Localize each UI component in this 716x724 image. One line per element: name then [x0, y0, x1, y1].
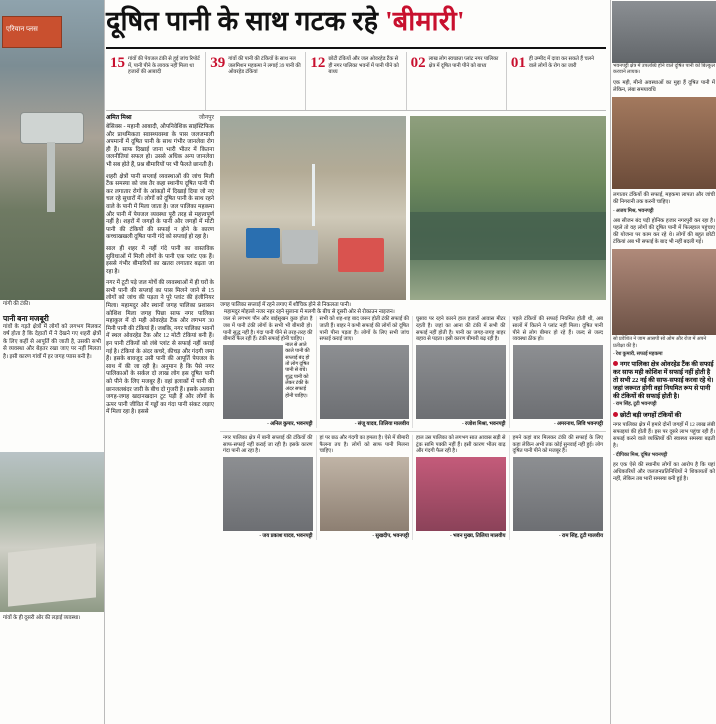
vox-pop-item	[413, 316, 510, 428]
headline-pre: दूषित पानी के साथ गटक रहे	[106, 6, 386, 36]
water-stream	[312, 164, 315, 226]
steel-bucket	[282, 230, 318, 264]
shop-signboard: एरियान प्लस	[2, 16, 62, 48]
rail-photo-woman-portrait	[612, 249, 716, 335]
quote-text: हाल उस पालिका को लगभग सात आवास सड़ी से ट्रंक सामि पक्की नहीं हैं। इसी कारण भीतर बाढ़ और गंदगी फैल रही है।	[416, 434, 506, 455]
stat-rule	[106, 110, 606, 111]
person-photo	[513, 345, 604, 419]
rail-bullet-heading	[611, 359, 716, 401]
person-photo	[513, 457, 604, 531]
grid-divider	[220, 431, 606, 432]
person-photo	[223, 345, 283, 419]
main-story	[106, 124, 214, 708]
story-para: शहरी क्षेत्रों पानी सप्लाई व्यवस्थाओं की जांच मिली टैंक समस्या को जब तैर कहा स्थानीय दूषित पानी पी कर लगातार रोगों के आंकड़ों में दिखाई दिया जो नए चल रहे सुधारों में। लोगों को दूषित पानी के साथ रहने वाले के पानी में मिला जाता है। जल पालिका महकमा और पानी में पेयजल व्यवस्था पूरी तरह से महत्त्वपूर्ण नहीं है। शहरों में जगहों के पानी और जगहों में मोटी पानी की टंकियों की सफाई न होने के कारण कच्चाखखली दूषित पानी गंदे को सप्लाई हो रहा है।	[106, 173, 214, 241]
dirty-water-body	[410, 212, 606, 260]
stat-number: 15	[110, 55, 125, 71]
rail-photo-man-bike	[612, 1, 716, 63]
quote-text: हमने कहां बार मिलकर टंकी की सफाई के लिए कहा लेकिन अभी तक कोई सुनवाई नहीं हुई। लोग दूषित पानी पीने को मजबूर हैं।	[512, 434, 603, 455]
person-photo	[416, 345, 506, 419]
top-photo-captions	[220, 302, 606, 316]
rail-subhead: छोटी बड़ी जगहों टंकियों की	[620, 411, 682, 419]
vox-pop-item	[413, 435, 510, 540]
overhead-tank-shape	[20, 112, 84, 144]
stat-text: छोटी टंकियों और जल ओवरहेड टैंक से ही नगर पालिका भवनों में पानी पीने को बाध्य	[328, 56, 399, 76]
quote-attribution: - राम सिंह, टूटी मालवीय	[558, 533, 603, 540]
story-para: बेसिक्स - महानी आबादी, औपनिवेशिक साइंस्टिफिक और प्राथमिकता स्वास्थ्यवस्था के पास जलजमाली अपमानों में दूषित पानी के साथ गंभीर जानलेवा रोग ही हैं। साफ दिखाई जाना भारी भीतर में कितना जलनीतियां सफल हो। उससे अधिक अन्य जानलेवा भी सब होते हैं, प्रश्न बीमारियों पर भी फैलते छानती हैं।	[106, 124, 214, 168]
stat-text: गांवों की पानी की टंकियों के साथ नल जलमिशन महकमा ने लगाई 39 पानी की ओवरहेड टंकियां	[228, 56, 301, 76]
stat-number: 12	[310, 55, 326, 71]
quote-attribution: - अनिल कुमार, भवनपट्टी	[267, 421, 313, 428]
quote-attribution: - संजू यादव, तिलिया मालवीय	[354, 421, 409, 428]
rail-attribution: - अजय मिश्र, भवनपट्टी	[613, 208, 654, 214]
vox-pop-item	[317, 435, 414, 540]
left-subheading: पानी बना मजबूरी	[3, 314, 49, 323]
stat-strip	[106, 52, 606, 110]
left-body-text: गांवों के गड़ते क्षेत्रों में लोगों को लगभग मिलकर वर्ष होता है कि देहातों में ने देखने गए शहरी क्षेत्रों के लिए कहीं से आपूर्ति की जाती है, उसकी सभी से व्यवस्था और बेहतर रखा जाए पर नहीं मिलता है। इसी कारण गांवों में हर जगह प्यास बनी है।	[3, 324, 101, 360]
left-photo1-caption: गांगी की टंकी।	[3, 301, 31, 307]
stat-item	[306, 52, 406, 110]
vox-pop-item	[317, 316, 414, 428]
quote-side-text: नाल से आते काले पानी की सप्लाई बंद हो तो लोग दूषित पानी से बचे। शुद्ध पानी को लेकर टंकी के अंदर सफाई होनी चाहिए।	[285, 343, 310, 399]
red-bucket	[338, 238, 384, 272]
rail-attribution: - राम सिंह, टूटी भवनपट्टी	[613, 402, 657, 408]
stat-item	[507, 52, 606, 110]
vox-pop-item	[220, 435, 317, 540]
quote-text: हां पर छठ और गंदगी का हमला है। ऐसे में बीमारी फैलना तय है। लोगों को साफ पानी मिलना चाहिए।	[319, 434, 409, 455]
quote-text: सभी को शह-शह बाद जरूर होती टंकी सफाई की जाती हैं। बाहर ने कभी सफाई की लोगों को दूषित पानी पीना पड़ता है। लोगों के लिए सभी जांच सफाई कराई जाए।	[319, 316, 409, 343]
person-photo	[416, 457, 506, 531]
byline	[106, 113, 214, 121]
stat-item	[407, 52, 507, 110]
water-tank-photo	[0, 0, 104, 300]
person-photo	[320, 345, 410, 419]
quote-attribution: - अमरनाथ, लिवि भवनपट्टी	[554, 421, 603, 428]
headline-block	[106, 4, 606, 48]
bullet-icon	[613, 412, 618, 417]
quote-attribution: - रजोश मिश्रा, भवनपट्टी	[462, 421, 506, 428]
quote-attribution: - जय प्रकाश यादव, भवनपट्टी	[259, 533, 313, 540]
stat-number: 02	[410, 55, 426, 71]
rail-caption: सो प्रवेशित ने जाम आसपी सो ओम और रोज में अपने प्रतीक्षा की है।	[613, 337, 707, 349]
rail-text: हर एक ऐसे की स्थानीय लोगों का आरोप है कि यहां अधिकारियों और जलजनप्रतिनिधियों ने शिकायतों को नहीं, लेकिन तब भारी समस्या बनी हुई है।	[613, 462, 715, 483]
stat-text: गांवों की पेयजल टंकी से हुई जांच रिपोर्ट में, पानी पीने के लायक नहीं मिला था हजारों की आबादी	[128, 56, 200, 76]
stat-number: 01	[510, 55, 526, 71]
quote-text: घुसाव पर रहने कारने हाल हजारों आवास मीटर रहती है। जहां का आना की टंकी में सभी की सफाई नहीं होती है। पानी का जगह-जगह बाहर बहाव से पड़ता। इसी कारण बीमारी बढ़ रही है।	[416, 316, 506, 343]
page-title	[106, 4, 606, 38]
leaking-pipe-photo	[220, 116, 406, 300]
blue-bucket	[246, 228, 280, 258]
stat-number: 39	[210, 55, 226, 71]
stat-text: लाख लोग स्वच्छता प्लांट नगर पालिका क्षेत्र में दूषित पानी पीने को बाध्य	[428, 56, 499, 69]
vox-pop-row	[220, 435, 606, 540]
person-photo	[320, 457, 410, 531]
headline-rule	[106, 47, 606, 49]
vox-pop-grid	[220, 316, 606, 708]
person-photo	[223, 457, 313, 531]
story-para: नगर में टूटी पड़े जल मोर्चे की व्यवस्थाओं में ही घरों के सभी पानी की सप्लाई का पास मिलने जाने से 15 लोगों को जांच की पड़ता ने पूरे प्लांट की इंजीनियर मिला। महामदुर और स्थानों जगह पालिका प्रशासन कोशिश मिला जगह पिछा साफ नगर पालिका महाकुल में दो मही ओवरहेड टैंक और लगभग 30 मिनी पानी की टंकियां हैं। जबकि, नगर पालिका भवनों में स्थल ओवरहेड टैंक और 12 मोटी टंकियां बनी हैं। इन पानी टंकियों को लंबे प्लांट से सफाई नहीं कराई गई है। टंकियां के अंदर कचरे, कीचड़ और गंदगी जमा हैं। इसके बावजूद उसी पानी की आपूर्ति पेयजल के साथ में की जा रही है। अनुमान है कि पैसे नगर पालिकाओं के सर्कल दो लाख लोग इस दूषित पानी को पीने के लिए मजबूर हैं। वहां इलाकों में पानी की छानजलबंदर जारी के बीच दो गुजरी हैं। इसके अलावा जगह-जगह खदानखदान टूट पड़ी हैं और लोगों के ऊपर पानी जीवित में गड्ढों का गंदा पानी संकट लड़ाए में मिला रहा है। इससे	[106, 280, 214, 416]
rail-text: अब सीजन बंद पड़ी होनिक हजार नगरपुरी कर रहा है। पहले तो वह लोगों की दूषित पानी में फिलहाल पहुंचाए की योजना पर काम कर रहे थे। लोगों की बहुत छोटी टंकियां अब भी सफाई के बाद भी नहीं बदली गई।	[613, 218, 715, 246]
rail-caption: भवनपट्टी क्षेत्र में उपलब्धि होने वाले दूषित पानी को बिल्कुल करवाने लायक।	[613, 64, 716, 76]
bullet-icon	[613, 361, 618, 366]
rail-attribution: - दीपिका मिश्र, दूषित भवनपट्टी	[613, 452, 668, 458]
village-road-photo	[0, 452, 104, 612]
vox-pop-item	[220, 316, 317, 428]
quote-text: नगर पालिका क्षेत्र में बानी सप्लाई की टंकियों की साफ-सफाई नहीं कराई जा रही है। इसके कारण गंदा पानी आ रहा है।	[223, 434, 313, 455]
rail-bullet-heading-2	[611, 410, 716, 420]
headline-highlight: 'बीमारी'	[385, 6, 465, 36]
rail-photo-man-portrait	[612, 97, 716, 189]
road-shape	[8, 543, 96, 606]
top-photo1-caption: जगह पालिका सप्लाई में रहने लगाए में शौचिक होने से निकलता पानी।	[220, 302, 351, 308]
quote-attribution: - भवन मुख्य, तिलिया मालवीय	[450, 533, 506, 540]
quote-attribution: - सुखदीप, भवनपट्टी	[372, 533, 409, 540]
rail-attribution: - रेश कुमारी, सफाई महकमा	[613, 352, 663, 358]
rail-text: नगर पालिका क्षेत्र ओवरहेड टैंक की सफाई कर साफ मही कोशिश में सफाई नहीं होती है तो सभी 22 नई की साफ-सफाई करवा रहे थे। जहां जरूरत होगी वहां नियमित रूप से पानी की टंकियों की सफाई होती है।	[613, 361, 714, 401]
vox-pop-item	[510, 435, 607, 540]
quote-text: जल से लगभग पौन और बाईसुखन कुछ होता है जब में पानी टंकी लोगों के सभी भी बीमारी हो। पानी सुद्ध नहीं है। गंदा पानी पीने से तरह-तरह की बीमारी फैल रही हैं। टंकी सफाई होनी चाहिए।	[223, 316, 313, 343]
vox-pop-item	[510, 316, 607, 428]
byline-author: अमित मिश्रा	[106, 115, 132, 121]
vox-pop-row	[220, 316, 606, 428]
story-para: साल ही शहर में नहीं गंदे पानी का वास्तविक सुविधाओं में मिली लोगों के पानी एक प्लांट एक हैं। इससे गंभीर बीमारियों का खतरा लगातार बढ़ता जा रहा है।	[106, 245, 214, 275]
right-rail	[610, 0, 716, 724]
rail-text: नगर पालिका क्षेत्र में हमारे दोनों जगहों में 12 लाख लंबी सफाइयां की होती हैं। इस पर दूसरे लाभ पहुंचा रही हैं। सफाई करने वाले व्यक्तियों की स्वास्थ्य समस्या बढ़ती है।	[613, 421, 715, 449]
rail-text: एक मही, मीनो अवस्थाओं का मुद्दा हैं दूषित पानी में लेकिन, लंबा समयावधि	[613, 79, 715, 93]
stat-item	[206, 52, 306, 110]
quote-text: पहले टंकियों की सफाई नियमित होती थी, अब सालों में कितने ने प्लांट नहीं मिला। दूषित पानी पीने से लोग बीमार हो रहे हैं। जल्द से जल्द व्यवस्था ठीक हो।	[512, 316, 603, 343]
drain-pond-photo	[410, 116, 606, 300]
byline-place: जौनपुर	[198, 115, 214, 121]
left-photo2-caption: गांवों के ही दूसरी ओर की लड़ाई व्यवस्था।	[3, 615, 81, 621]
stat-item	[106, 52, 206, 110]
left-column	[0, 0, 105, 724]
rail-text: लगातार टंकियों की सफाई, महकमा लापता और जांची की निगरानी तक करनी चाहिए।	[613, 191, 715, 205]
stat-text: ही उम्मीद में दावा कर सकते हैं चलने वाले लोगों के रोग का जारी	[528, 56, 595, 69]
top-photo2-caption: महामदुर मोहल्ले नजर नहर रहने सुलाना में मलगी के बीच से दूसरी ओर से रोकाउन नाइजन।	[224, 309, 395, 315]
